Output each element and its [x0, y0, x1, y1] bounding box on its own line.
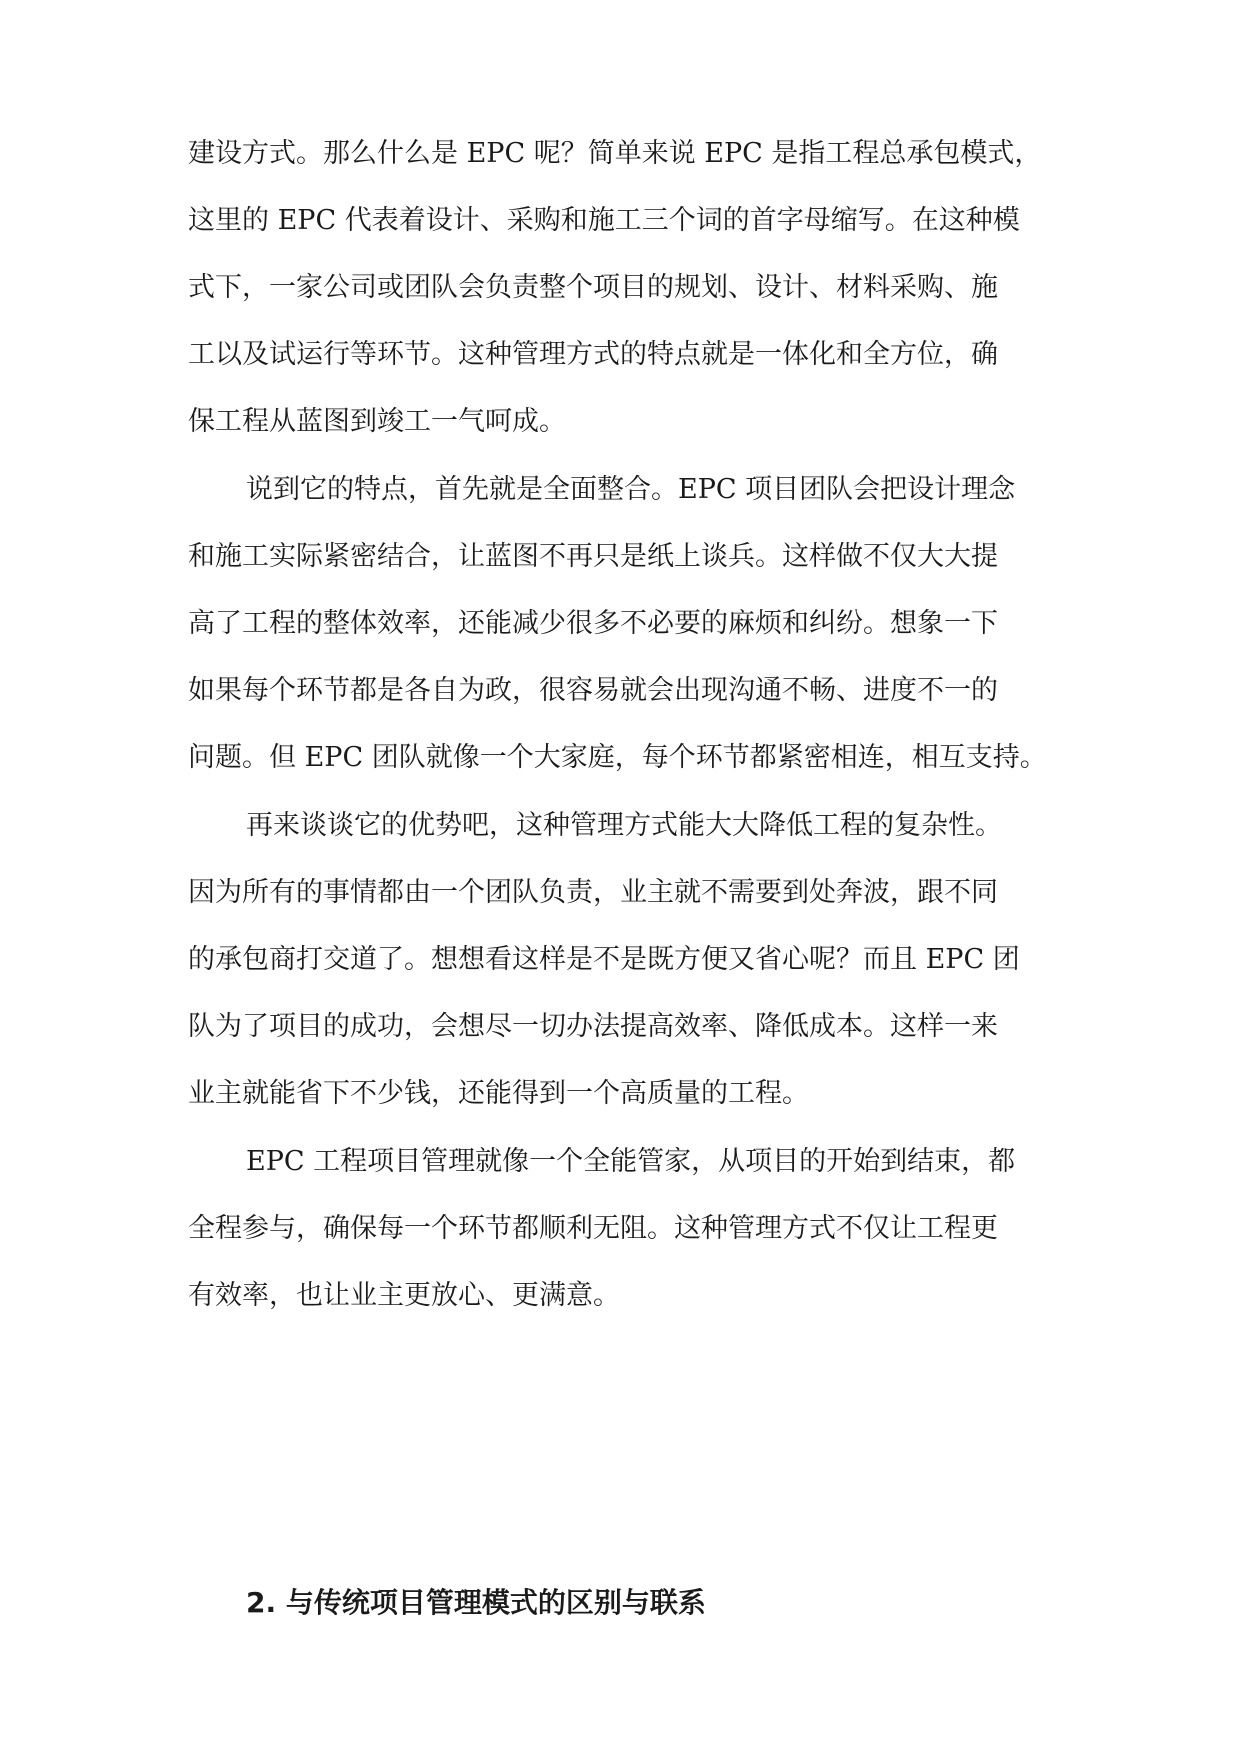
section-heading: 2. 与传统项目管理模式的区别与联系 — [246, 1586, 706, 1619]
paragraph-2-line-4: 如果每个环节都是各自为政，很容易就会出现沟通不畅、进度不一的 — [188, 675, 998, 706]
paragraph-3-line-5: 业主就能省下不少钱，还能得到一个高质量的工程。 — [188, 1078, 809, 1109]
paragraph-4-line-1: EPC 工程项目管理就像一个全能管家，从项目的开始到结束，都 — [246, 1146, 1016, 1177]
paragraph-2-line-1: 说到它的特点，首先就是全面整合。EPC 项目团队会把设计理念 — [246, 474, 1016, 505]
paragraph-3-line-1: 再来谈谈它的优势吧，这种管理方式能大大降低工程的复杂性。 — [246, 810, 1002, 841]
paragraph-4-line-2: 全程参与，确保每一个环节都顺利无阻。这种管理方式不仅让工程更 — [188, 1213, 998, 1244]
paragraph-2-line-3: 高了工程的整体效率，还能减少很多不必要的麻烦和纠纷。想象一下 — [188, 608, 998, 639]
paragraph-1-line-3: 式下，一家公司或团队会负责整个项目的规划、设计、材料采购、施 — [188, 272, 998, 303]
paragraph-1-line-5: 保工程从蓝图到竣工一气呵成。 — [188, 406, 566, 437]
paragraph-1-line-4: 工以及试运行等环节。这种管理方式的特点就是一体化和全方位，确 — [188, 339, 998, 370]
paragraph-2-line-2: 和施工实际紧密结合，让蓝图不再只是纸上谈兵。这样做不仅大大提 — [188, 541, 998, 572]
paragraph-1-line-2: 这里的 EPC 代表着设计、采购和施工三个词的首字母缩写。在这种模 — [188, 205, 1020, 236]
paragraph-4-line-3: 有效率，也让业主更放心、更满意。 — [188, 1280, 620, 1311]
paragraph-2-line-5: 问题。但 EPC 团队就像一个大家庭，每个环节都紧密相连，相互支持。 — [188, 742, 1047, 773]
paragraph-3-line-4: 队为了项目的成功，会想尽一切办法提高效率、降低成本。这样一来 — [188, 1011, 998, 1042]
paragraph-1-line-1: 建设方式。那么什么是 EPC 呢？简单来说 EPC 是指工程总承包模式， — [188, 138, 1042, 169]
paragraph-3-line-3: 的承包商打交道了。想想看这样是不是既方便又省心呢？而且 EPC 团 — [188, 944, 1020, 975]
paragraph-3-line-2: 因为所有的事情都由一个团队负责，业主就不需要到处奔波，跟不同 — [188, 877, 998, 908]
